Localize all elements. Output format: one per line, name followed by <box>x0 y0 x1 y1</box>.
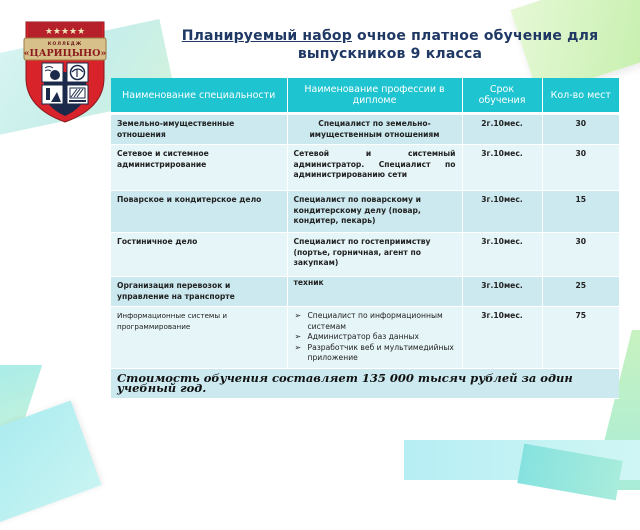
title-line1-rest: очное платное обучение для <box>351 28 599 44</box>
header-specialty: Наименование специальности <box>111 78 287 114</box>
cell-seats: 30 <box>542 233 619 277</box>
cell-duration: 3г.10мес. <box>462 307 542 369</box>
cell-duration: 3г.10мес. <box>462 145 542 191</box>
college-logo <box>22 16 108 124</box>
cell-seats: 75 <box>542 307 619 369</box>
table-row <box>111 191 619 233</box>
logo-top-text: КОЛЛЕДЖ <box>47 42 83 47</box>
table-row <box>111 277 619 307</box>
profession-list-item: ➢ Администратор баз данных <box>308 332 456 343</box>
cell-profession: Специалист по гостеприимству (портье, горничная, агент по закупкам) <box>287 233 462 277</box>
cell-duration: 3г.10мес. <box>462 233 542 277</box>
page-title <box>150 27 630 63</box>
cell-profession: Специалист по земельно-имущественным отношениям <box>287 114 462 145</box>
header-duration: Срок обучения <box>462 78 542 114</box>
table-row <box>111 307 619 369</box>
title-underlined: Планируемый набор <box>181 28 352 44</box>
profession-list-item: ➢ Разработчик веб и мультимедийных приложение <box>308 343 456 364</box>
cell-seats: 30 <box>542 145 619 191</box>
table-footer-row <box>111 368 619 398</box>
cell-seats: 30 <box>542 114 619 145</box>
cell-duration: 3г.10мес. <box>462 277 542 307</box>
profession-list-item: ➢ Специалист по информационным системам <box>308 311 456 332</box>
profession-list <box>294 311 456 364</box>
cell-specialty: Поварское и кондитерское дело <box>111 191 287 233</box>
cell-duration: 3г.10мес. <box>462 191 542 233</box>
cell-specialty: Земельно-имущественные отношения <box>111 114 287 145</box>
logo-stars: ★★★★★ <box>44 27 86 37</box>
cell-specialty: Сетевое и системное администрирование <box>111 145 287 191</box>
background-shape <box>0 400 101 529</box>
cell-duration: 2г.10мес. <box>462 114 542 145</box>
cell-specialty: Гостиничное дело <box>111 233 287 277</box>
cell-specialty: Информационные системы и программирование <box>111 307 287 369</box>
title-line2: выпускников 9 класса <box>297 46 483 62</box>
cell-profession: техник <box>287 277 462 307</box>
table-header-row <box>111 78 619 114</box>
cell-seats: 15 <box>542 191 619 233</box>
header-profession: Наименование профессии в дипломе <box>287 78 462 114</box>
logo-name: «ЦАРИЦЫНО» <box>23 48 107 59</box>
table-row <box>111 145 619 191</box>
cell-profession: Сетевой и системный администратор. Специалист по администрированию сети <box>287 145 462 191</box>
table-row <box>111 233 619 277</box>
cell-specialty: Организация перевозок и управление на транспорте <box>111 277 287 307</box>
tuition-cost-note: Стоимость обучения составляет 135 000 тысяч рублей за один учебный год. <box>111 368 619 398</box>
header-seats: Кол-во мест <box>542 78 619 114</box>
admission-table <box>111 78 619 399</box>
cell-profession: Специалист по поварскому и кондитерскому делу (повар, кондитер, пекарь) <box>287 191 462 233</box>
cell-seats: 25 <box>542 277 619 307</box>
table-row <box>111 114 619 145</box>
cell-profession <box>287 307 462 369</box>
